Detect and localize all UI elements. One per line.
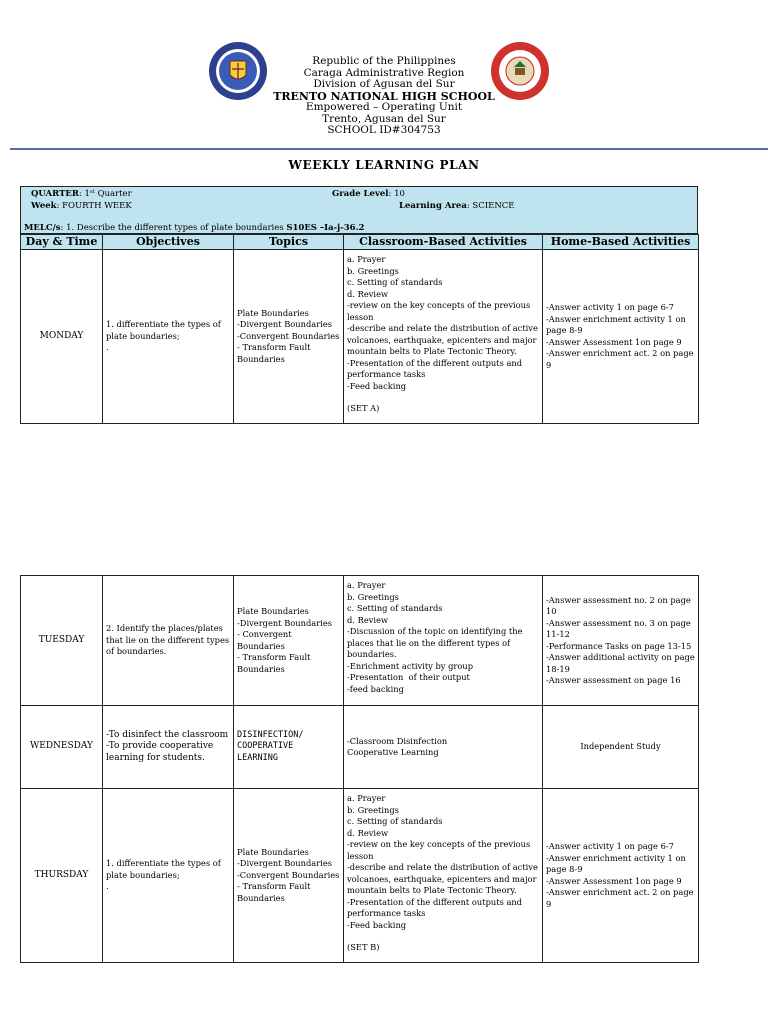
activity-item: -describe and relate the distribution of active volcanoes, earthquake, epicenters and major mountain belts to Plate Tectonic Theory. [347, 323, 541, 356]
objective-text: 1. differentiate the types of plate boundaries; [106, 319, 221, 341]
col-objectives: Objectives [103, 235, 234, 250]
home-item: -Answer activity 1 on page 6-7 [546, 302, 674, 312]
topic-item: Plate Boundaries [237, 846, 309, 857]
objective-text: -To provide cooperative learning for students. [106, 741, 214, 763]
activity-item: -Presentation of their output [347, 672, 470, 682]
topic-item: - Transform Fault Boundaries [237, 342, 314, 364]
activity-item: (SET B) [347, 942, 380, 952]
home-cell [543, 250, 699, 424]
day-cell: THURSDAY [21, 789, 103, 963]
school-id-line: SCHOOL ID#304753 [327, 124, 441, 136]
topic-item: DISINFECTION/ [237, 729, 304, 740]
activity-item: -Discussion of the topic on identifying the places that lie on the different types of boundaries. [347, 626, 526, 659]
quarter-value: : 1ˢᵗ Quarter [78, 189, 132, 199]
topic-item: -Convergent Boundaries [237, 330, 340, 341]
home-item: -Answer enrichment activity 1 on page 8-9 [546, 313, 689, 335]
activity-item: -Feed backing [347, 380, 407, 391]
home-item: -Answer additional activity on page 18-19 [546, 652, 698, 674]
topic-item: -Divergent Boundaries [237, 858, 333, 869]
objective-extra: . [106, 342, 109, 353]
topics-cell [234, 576, 344, 706]
activity-item: a. Prayer [347, 793, 386, 803]
objective-cell: 2. Identify the places/plates that lie on the different types of boundaries. [103, 576, 234, 706]
column-header-row [21, 235, 699, 250]
melc-label: MELC/s [24, 223, 61, 233]
topics-cell [234, 706, 344, 789]
day-cell: MONDAY [21, 250, 103, 424]
col-home: Home-Based Activities [543, 235, 699, 250]
activity-item: -Feed backing [347, 919, 407, 930]
topic-item: -Divergent Boundaries [237, 319, 333, 330]
objective-cell [103, 789, 234, 963]
week-value: : FOURTH WEEK [56, 201, 132, 211]
col-topics: Topics [234, 235, 344, 250]
grade-label: Grade Level [332, 189, 389, 199]
motto-line: Empowered – Operating Unit [305, 101, 463, 113]
activity-item: Cooperative Learning [347, 747, 439, 757]
area-value: : SCIENCE [466, 201, 515, 211]
grade-field [332, 189, 405, 199]
plan-info-box [20, 186, 698, 234]
page-title: WEEKLY LEARNING PLAN [288, 158, 480, 172]
home-item: -Answer assessment no. 2 on page 10 [546, 594, 694, 616]
topic-item: LEARNING [237, 752, 278, 763]
activity-item: -review on the key concepts of the previous lesson [347, 839, 533, 861]
melc-value: : 1. Describe the different types of plate boundaries [60, 223, 284, 233]
table-row [21, 706, 699, 789]
address-line: Trento, Agusan del Sur [322, 112, 446, 125]
activity-item: b. Greetings [347, 804, 399, 815]
activity-item: d. Review [347, 614, 389, 625]
home-cell: Independent Study [543, 706, 699, 789]
activity-item: b. Greetings [347, 265, 399, 276]
topic-item: - Transform Fault Boundaries [237, 652, 314, 674]
topics-cell [234, 789, 344, 963]
topic-item: - Convergent Boundaries [237, 629, 295, 651]
classroom-cell [344, 250, 543, 424]
home-item: -Performance Tasks on page 13-15 [546, 640, 692, 651]
home-item: -Answer enrichment activity 1 on page 8-9 [546, 852, 689, 874]
activity-item: b. Greetings [347, 591, 399, 602]
school-seal-icon [489, 41, 551, 101]
activity-item: -Classroom Disinfection [347, 735, 448, 746]
home-item: -Answer Assessment 1on page 9 [546, 336, 682, 347]
activity-item: d. Review [347, 827, 389, 838]
topic-item: Plate Boundaries [237, 307, 309, 318]
school-name: TRENTO NATIONAL HIGH SCHOOL [273, 89, 495, 103]
monday-table [20, 234, 699, 424]
area-label: Learning Area [399, 201, 467, 211]
home-item: -Answer activity 1 on page 6-7 [546, 841, 674, 851]
activity-item: c. Setting of standards [347, 603, 443, 613]
day-cell: WEDNESDAY [21, 706, 103, 789]
table-row [21, 576, 699, 706]
week-label: Week [31, 201, 57, 211]
activity-item: -Enrichment activity by group [347, 660, 474, 671]
activity-item: (SET A) [347, 403, 380, 413]
objective-text: 1. differentiate the types of plate boundaries; [106, 858, 221, 880]
activity-item: d. Review [347, 288, 389, 299]
classroom-cell [344, 576, 543, 706]
header-divider [10, 148, 768, 150]
home-item: -Answer Assessment 1on page 9 [546, 875, 682, 886]
melc-field [24, 223, 364, 233]
topic-item: -Convergent Boundaries [237, 869, 340, 880]
activity-item: -Presentation of the different outputs and performance tasks [347, 357, 525, 379]
activity-item: -feed backing [347, 683, 404, 694]
home-item: -Answer enrichment act. 2 on page 9 [546, 887, 697, 909]
home-cell [543, 576, 699, 706]
activity-item: c. Setting of standards [347, 816, 443, 826]
classroom-cell [344, 706, 543, 789]
activity-item: a. Prayer [347, 254, 386, 264]
objective-cell [103, 706, 234, 789]
region-line: Caraga Administrative Region [303, 66, 465, 79]
activity-item: -review on the key concepts of the previous lesson [347, 300, 533, 322]
area-field [399, 201, 514, 211]
topics-cell [234, 250, 344, 424]
country-line: Republic of the Philippines [312, 55, 456, 67]
school-seal [489, 41, 551, 101]
table-row [21, 789, 699, 963]
home-cell [543, 789, 699, 963]
topic-item: - Transform Fault Boundaries [237, 881, 314, 903]
table-row [21, 250, 699, 424]
classroom-cell [344, 789, 543, 963]
week-field [31, 201, 132, 211]
activity-spacer [347, 931, 539, 942]
day-cell: TUESDAY [21, 576, 103, 706]
grade-value: : 10 [388, 189, 405, 199]
tuesday-thursday-table [20, 575, 699, 963]
home-item: -Answer assessment no. 3 on page 11-12 [546, 617, 697, 639]
quarter-field [31, 189, 132, 199]
quarter-label: QUARTER [31, 189, 79, 199]
home-item: -Answer assessment on page 16 [546, 675, 681, 685]
topic-item: COOPERATIVE [237, 741, 294, 752]
objective-extra: . [106, 881, 109, 892]
objective-cell [103, 250, 234, 424]
melc-code: S10ES –Ia-j-36.2 [286, 223, 365, 233]
activity-item: c. Setting of standards [347, 277, 443, 287]
home-item: -Answer enrichment act. 2 on page 9 [546, 348, 697, 370]
topic-item: -Divergent Boundaries [237, 617, 333, 628]
col-day: Day & Time [21, 235, 103, 250]
division-line: Division of Agusan del Sur [313, 78, 455, 90]
activity-item: a. Prayer [347, 580, 386, 590]
activity-item: -Presentation of the different outputs and performance tasks [347, 896, 525, 918]
col-classroom: Classroom-Based Activities [344, 235, 543, 250]
objective-text: -To disinfect the classroom [106, 729, 229, 740]
topic-item: Plate Boundaries [237, 606, 309, 616]
activity-item: -describe and relate the distribution of active volcanoes, earthquake, epicenters and major mountain belts to Plate Tectonic Theory. [347, 862, 541, 895]
activity-spacer [347, 392, 539, 403]
